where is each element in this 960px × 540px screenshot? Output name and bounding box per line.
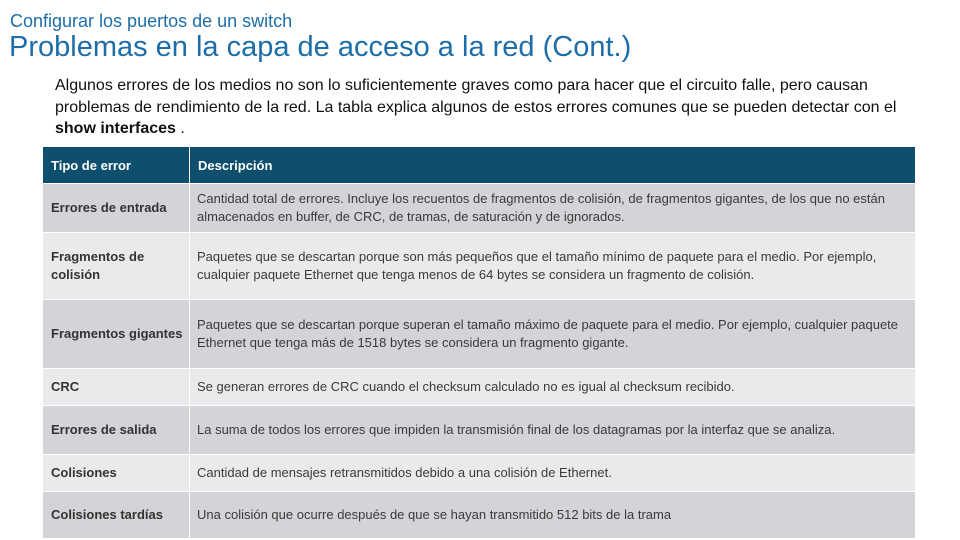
error-type-cell: Errores de entrada xyxy=(43,184,190,233)
error-description-cell: Paquetes que se descartan porque superan el tamaño máximo de paquete para el medio. Por ejemplo, cualquier paquete Ethernet que tenga más de 1518 bytes se considera un fragmento gigante. xyxy=(190,300,916,369)
table-row xyxy=(43,233,916,300)
intro-paragraph xyxy=(55,75,935,140)
error-description-cell: Cantidad de mensajes retransmitidos debido a una colisión de Ethernet. xyxy=(190,455,916,492)
intro-end: . xyxy=(175,120,185,137)
error-type-cell: CRC xyxy=(43,369,190,406)
table-row xyxy=(43,492,916,539)
error-description-cell: Una colisión que ocurre después de que se hayan transmitido 512 bits de la trama xyxy=(190,492,916,539)
error-type-cell: Fragmentos gigantes xyxy=(43,300,190,369)
error-type-cell: Colisiones xyxy=(43,455,190,492)
error-type-cell: Fragmentos de colisión xyxy=(43,233,190,300)
error-description-cell: Paquetes que se descartan porque son más pequeños que el tamaño mínimo de paquete para el medio. Por ejemplo, cualquier paquete Ethernet que tenga menos de 64 bytes se considera un fragmento de colisión. xyxy=(190,233,916,300)
table-header-row xyxy=(43,147,916,184)
column-header-type: Tipo de error xyxy=(43,147,190,184)
column-header-description: Descripción xyxy=(190,147,916,184)
slide-subtitle: Configurar los puertos de un switch xyxy=(10,11,293,31)
error-type-cell: Errores de salida xyxy=(43,406,190,455)
table-row xyxy=(43,369,916,406)
slide-title: Problemas en la capa de acceso a la red (Cont.) xyxy=(9,31,632,63)
error-description-cell: Cantidad total de errores. Incluye los recuentos de fragmentos de colisión, de fragmentos gigantes, de los que no están almacenados en buffer, de CRC, de tramas, de saturación y de ignorados. xyxy=(190,184,916,233)
table-row xyxy=(43,300,916,369)
error-types-table xyxy=(42,146,916,539)
table-row xyxy=(43,406,916,455)
table-row xyxy=(43,455,916,492)
error-description-cell: Se generan errores de CRC cuando el checksum calculado no es igual al checksum recibido. xyxy=(190,369,916,406)
table-row xyxy=(43,184,916,233)
error-type-cell: Colisiones tardías xyxy=(43,492,190,539)
intro-text: Algunos errores de los medios no son lo suficientemente graves como para hacer que el circuito falle, pero causan problemas de rendimiento de la red. La tabla explica algunos de estos errores comunes que se pueden detectar con el xyxy=(55,77,897,116)
intro-command: show interfaces xyxy=(55,120,176,137)
error-description-cell: La suma de todos los errores que impiden la transmisión final de los datagramas por la interfaz que se analiza. xyxy=(190,406,916,455)
